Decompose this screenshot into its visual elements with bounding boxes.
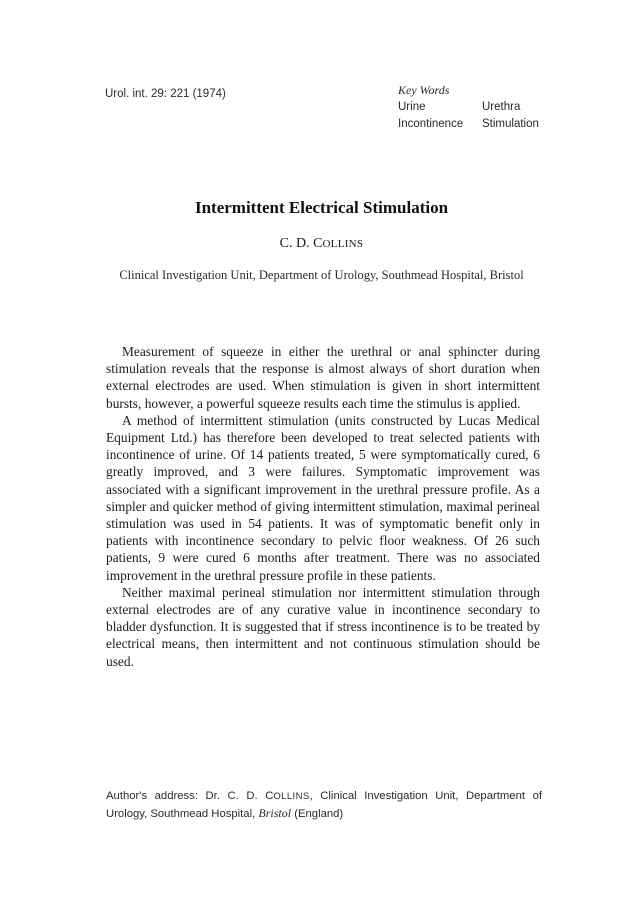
keywords-block (398, 82, 539, 133)
keyword: Urethra (482, 101, 521, 113)
address-city: Bristol (258, 806, 292, 820)
abstract-paragraph: Measurement of squeeze in either the urethral or anal sphincter during stimulation reveals that the response is almost always of short duration when external electrodes are used. When stimulation is given in short intermittent bursts, however, a powerful squeeze results each time the stimulus is applied. (106, 344, 540, 411)
address-surname-smallcaps: OLLINS (273, 791, 310, 802)
keyword: Incontinence (398, 118, 464, 130)
journal-citation: Urol. int. 29: 221 (1974) (105, 88, 226, 100)
author-address (106, 788, 542, 823)
author-affiliation: Clinical Investigation Unit, Department of Urology, Southmead Hospital, Bristol (119, 268, 524, 282)
keywords-title: Key Words (398, 83, 450, 97)
address-suffix: (England) (291, 808, 344, 820)
keyword: Stimulation (482, 118, 539, 130)
abstract-body (106, 343, 540, 670)
author-name (0, 236, 643, 252)
abstract-paragraph: A method of intermittent stimulation (units constructed by Lucas Medical Equipment Ltd.) has therefore been developed to treat selected patients with incontinence of urine. Of 14 patients treated, 5 were symptomatically cured, 6 greatly improved, and 3 were failures. Symptomatic improvement was associated with a significant improvement in the urethral pressure profile. As a simpler and quicker method of giving intermittent stimulation, maximal perineal stimulation was used in 54 patients. It was of symptomatic benefit only in patients with incontinence secondary to pelvic floor weakness. Of 26 such patients, 9 were cured 6 months after treatment. There was no associated improvement in the urethral pressure profile in these patients. (106, 412, 540, 583)
address-middle: , Clinical Investigation Unit, Department of Urology, Southmead Hospital, (106, 790, 542, 820)
keyword: Urine (398, 101, 426, 113)
article-title: Intermittent Electrical Stimulation (194, 198, 449, 217)
author-surname-smallcaps: OLLINS (322, 238, 364, 250)
author-initials: C. D. C (279, 236, 323, 251)
address-prefix: Author's address: Dr. C. D. C (106, 790, 274, 802)
abstract-paragraph: Neither maximal perineal stimulation nor intermittent stimulation through external electrodes are of any curative value in incontinence secondary to bladder dysfunction. It is suggested that if stress incontinence is to be treated by electrical means, then intermittent and not continuous stimulation should be used. (106, 584, 540, 669)
